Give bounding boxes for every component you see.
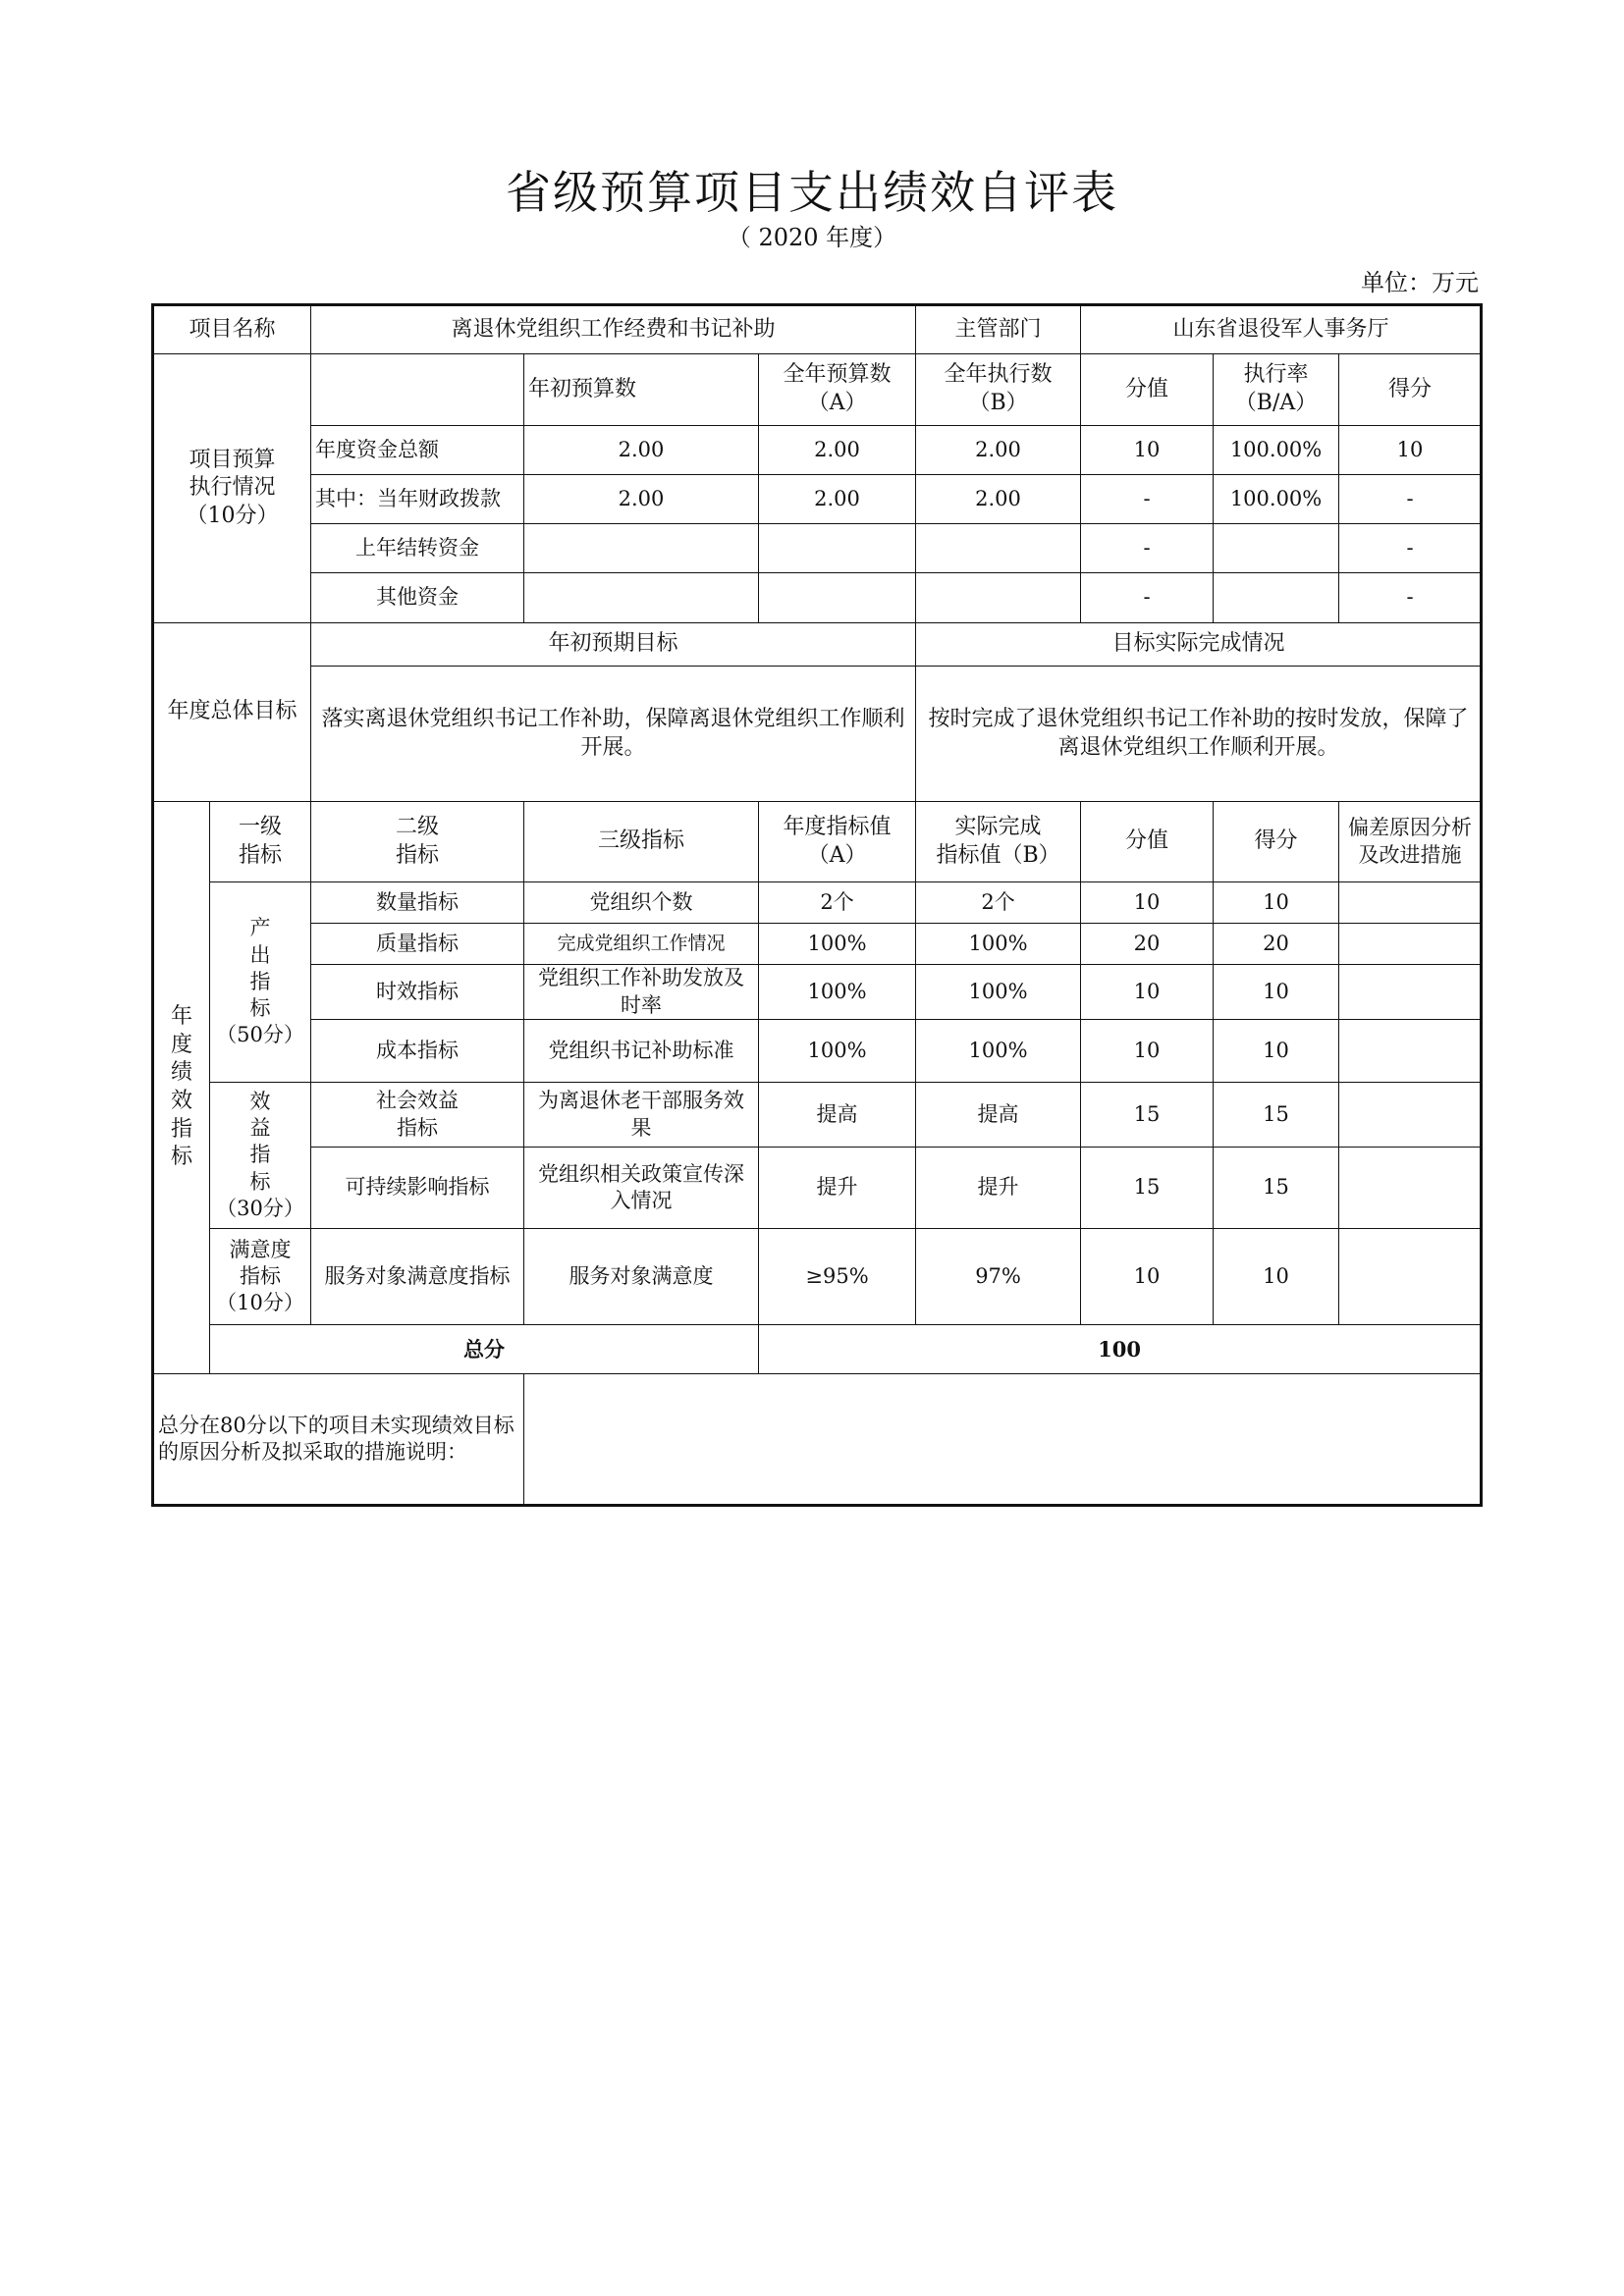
indicator-level2: 可持续影响指标 [311,1148,524,1229]
indicator-header-target: 年度指标值 （A） [759,802,916,882]
goals-actual-label: 目标实际完成情况 [916,623,1482,667]
indicator-level3: 党组织书记补助标准 [524,1020,759,1083]
indicator-row [153,1020,1482,1083]
indicator-actual: 100% [916,1020,1081,1083]
indicator-level3: 党组织工作补助发放及时率 [524,965,759,1020]
goals-expected-text: 落实离退休党组织书记工作补助，保障离退休党组织工作顺利开展。 [311,667,916,802]
indicator-score-value: 10 [1081,1229,1214,1325]
budget-row-initial: 2.00 [524,426,759,475]
budget-row-label: 年度资金总额 [311,426,524,475]
budget-row-rate: 100.00% [1214,475,1339,524]
indicator-note [1339,1020,1482,1083]
indicator-group-output: 产 出 指 标 （50分） [210,882,311,1083]
indicator-score: 10 [1214,1020,1339,1083]
budget-row-annual: 2.00 [759,426,916,475]
indicator-score-value: 10 [1081,965,1214,1020]
budget-row-rate [1214,524,1339,573]
indicator-header-row [153,802,1482,882]
budget-row-label: 上年结转资金 [311,524,524,573]
indicator-header-score: 得分 [1214,802,1339,882]
budget-header-blank [311,354,524,426]
budget-row [153,426,1482,475]
budget-row-executed: 2.00 [916,426,1081,475]
explanation-row [153,1374,1482,1506]
year-subtitle: （ 2020 年度） [727,224,897,251]
budget-row [153,524,1482,573]
budget-header-initial: 年初预算数 [524,354,759,426]
indicator-actual: 2个 [916,882,1081,924]
budget-row-rate: 100.00% [1214,426,1339,475]
budget-row [153,573,1482,623]
indicator-level2: 时效指标 [311,965,524,1020]
budget-row-annual [759,573,916,623]
budget-section-label: 项目预算 执行情况 （10分） [153,354,311,623]
indicator-score: 10 [1214,965,1339,1020]
project-name-value: 离退休党组织工作经费和书记补助 [311,305,916,354]
indicator-score: 10 [1214,882,1339,924]
budget-row-score-value: - [1081,475,1214,524]
budget-row-initial [524,573,759,623]
indicator-level2: 数量指标 [311,882,524,924]
budget-row-score: - [1339,573,1482,623]
indicator-level2: 社会效益 指标 [311,1083,524,1148]
budget-row-annual [759,524,916,573]
self-evaluation-table [151,303,1483,1507]
indicator-level3: 完成党组织工作情况 [524,924,759,965]
indicator-actual: 100% [916,924,1081,965]
indicator-note [1339,1229,1482,1325]
indicator-target: 100% [759,924,916,965]
budget-header-annual: 全年预算数 （A） [759,354,916,426]
indicator-header-note: 偏差原因分析 及改进措施 [1339,802,1482,882]
goals-header-row [153,623,1482,667]
budget-row-score-value: - [1081,573,1214,623]
page-title: 省级预算项目支出绩效自评表 [506,166,1118,219]
indicator-actual: 97% [916,1229,1081,1325]
budget-header-score: 得分 [1339,354,1482,426]
goals-section-label: 年度总体目标 [153,623,311,802]
indicator-level2: 成本指标 [311,1020,524,1083]
indicator-score-value: 10 [1081,1020,1214,1083]
explanation-value [524,1374,1482,1506]
project-name-label: 项目名称 [153,305,311,354]
budget-row-annual: 2.00 [759,475,916,524]
budget-row-initial [524,524,759,573]
goals-content-row [153,667,1482,802]
indicator-actual: 提高 [916,1083,1081,1148]
explanation-label: 总分在80分以下的项目未实现绩效目标的原因分析及拟采取的措施说明： [153,1374,524,1506]
budget-header-row [153,354,1482,426]
dept-label: 主管部门 [916,305,1081,354]
indicator-note [1339,924,1482,965]
indicator-score-value: 15 [1081,1148,1214,1229]
budget-header-rate: 执行率 （B/A） [1214,354,1339,426]
indicator-target: 100% [759,1020,916,1083]
budget-row-executed: 2.00 [916,475,1081,524]
indicator-score: 10 [1214,1229,1339,1325]
total-label: 总分 [210,1325,759,1374]
budget-row-initial: 2.00 [524,475,759,524]
indicator-level3: 党组织相关政策宣传深入情况 [524,1148,759,1229]
indicator-level3: 为离退休老干部服务效果 [524,1083,759,1148]
budget-row-label: 其他资金 [311,573,524,623]
indicator-score-value: 10 [1081,882,1214,924]
budget-row [153,475,1482,524]
budget-row-score-value: - [1081,524,1214,573]
indicator-row [153,924,1482,965]
indicator-target: ≥95% [759,1229,916,1325]
budget-row-executed [916,524,1081,573]
budget-header-score-value: 分值 [1081,354,1214,426]
indicator-target: 2个 [759,882,916,924]
total-row [153,1325,1482,1374]
indicator-header-actual: 实际完成 指标值（B） [916,802,1081,882]
budget-row-rate [1214,573,1339,623]
indicator-header-level3: 三级指标 [524,802,759,882]
indicator-level2: 服务对象满意度指标 [311,1229,524,1325]
indicator-target: 提升 [759,1148,916,1229]
indicator-score-value: 20 [1081,924,1214,965]
dept-value: 山东省退役军人事务厅 [1081,305,1482,354]
total-value: 100 [759,1325,1482,1374]
indicator-note [1339,1083,1482,1148]
unit-label: 单位：万元 [1361,269,1479,296]
indicator-row [153,1229,1482,1325]
indicator-row [153,882,1482,924]
indicator-level2: 质量指标 [311,924,524,965]
indicator-note [1339,965,1482,1020]
indicator-row [153,1083,1482,1148]
indicator-note [1339,1148,1482,1229]
indicator-header-score-value: 分值 [1081,802,1214,882]
indicator-header-level2: 二级 指标 [311,802,524,882]
budget-row-executed [916,573,1081,623]
indicator-score: 15 [1214,1148,1339,1229]
budget-row-score-value: 10 [1081,426,1214,475]
indicator-section-label: 年 度 绩 效 指 标 [153,802,210,1374]
indicator-row [153,965,1482,1020]
indicator-actual: 提升 [916,1148,1081,1229]
indicator-actual: 100% [916,965,1081,1020]
budget-row-score: - [1339,475,1482,524]
indicator-header-level1: 一级 指标 [210,802,311,882]
budget-row-label: 其中：当年财政拨款 [311,475,524,524]
goals-expected-label: 年初预期目标 [311,623,916,667]
project-row [153,305,1482,354]
indicator-target: 100% [759,965,916,1020]
indicator-score-value: 15 [1081,1083,1214,1148]
budget-row-score: 10 [1339,426,1482,475]
goals-actual-text: 按时完成了退休党组织书记工作补助的按时发放，保障了离退休党组织工作顺利开展。 [916,667,1482,802]
indicator-group-benefit: 效 益 指 标 （30分） [210,1083,311,1229]
indicator-row [153,1148,1482,1229]
budget-header-executed: 全年执行数 （B） [916,354,1081,426]
indicator-group-satisfaction: 满意度 指标 （10分） [210,1229,311,1325]
indicator-target: 提高 [759,1083,916,1148]
indicator-level3: 服务对象满意度 [524,1229,759,1325]
indicator-score: 15 [1214,1083,1339,1148]
indicator-level3: 党组织个数 [524,882,759,924]
budget-row-score: - [1339,524,1482,573]
indicator-score: 20 [1214,924,1339,965]
indicator-note [1339,882,1482,924]
